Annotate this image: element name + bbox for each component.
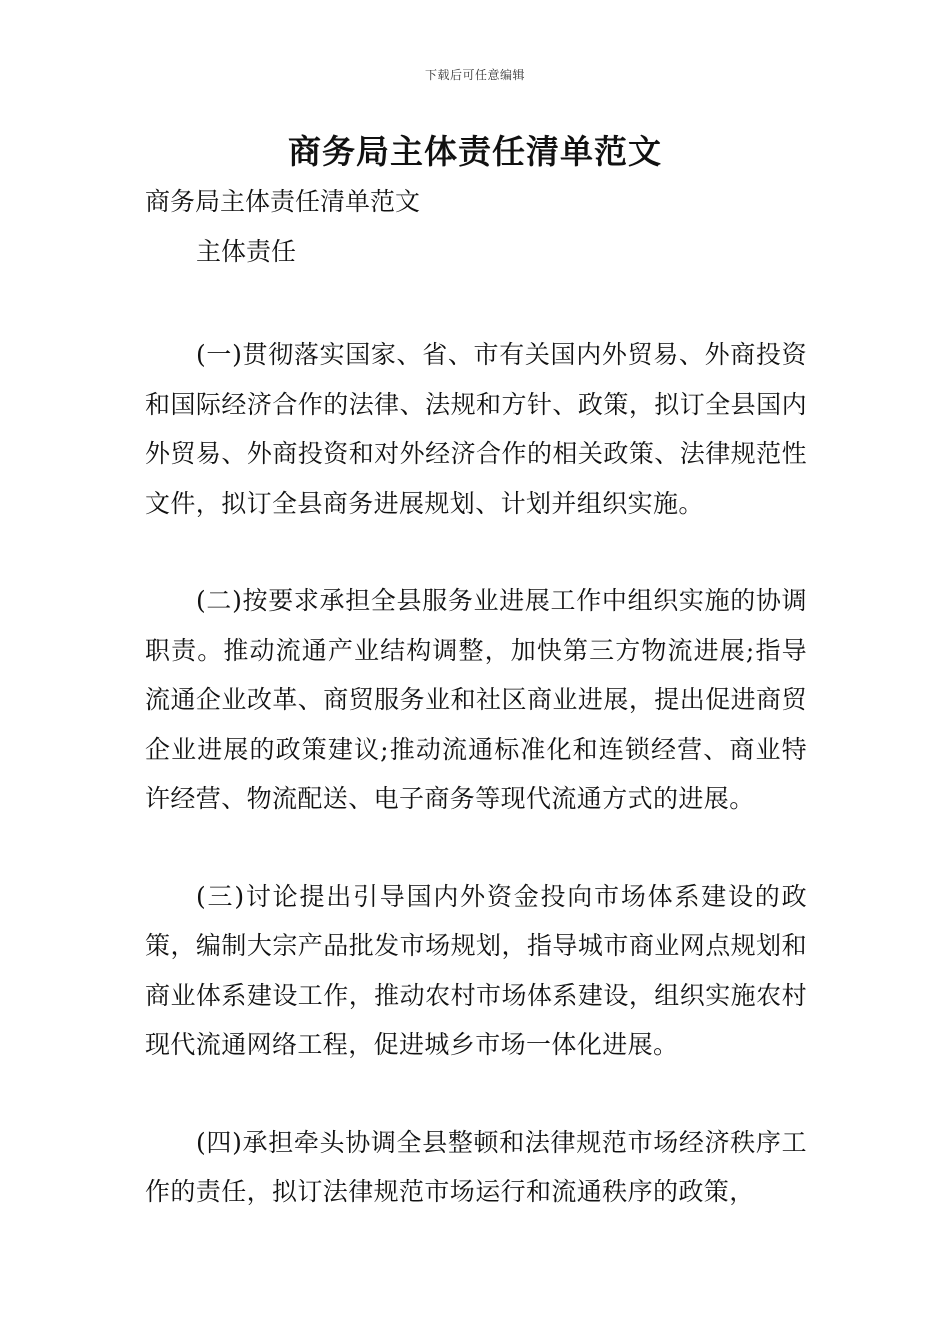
document-subtitle: 商务局主体责任清单范文 (145, 187, 421, 216)
document-body (145, 330, 807, 1265)
paragraph-3: (三)讨论提出引导国内外资金投向市场体系建设的政策，编制大宗产品批发市场规划，指导城市商业网点规划和商业体系建设工作，推动农村市场体系建设，组织实施农村现代流通网络工程，促进城乡市场一体化进展。 (145, 881, 807, 1059)
section-heading: 主体责任 (196, 237, 297, 266)
paragraph-2: (二)按要求承担全县服务业进展工作中组织实施的协调职责。推动流通产业结构调整，加快第三方物流进展;指导流通企业改革、商贸服务业和社区商业进展，提出促进商贸企业进展的政策建议;推动流通标准化和连锁经营、商业特许经营、物流配送、电子商务等现代流通方式的进展。 (145, 586, 807, 813)
paragraph-1: (一)贯彻落实国家、省、市有关国内外贸易、外商投资和国际经济合作的法律、法规和方针、政策，拟订全县国内外贸易、外商投资和对外经济合作的相关政策、法律规范性文件，拟订全县商务进展规划、计划并组织实施。 (145, 340, 807, 518)
document-title: 商务局主体责任清单范文 (288, 132, 662, 171)
paragraph-4: (四)承担牵头协调全县整顿和法律规范市场经济秩序工作的责任，拟订法律规范市场运行和流通秩序的政策， (145, 1127, 807, 1206)
header-note: 下载后可任意编辑 (424, 68, 525, 82)
